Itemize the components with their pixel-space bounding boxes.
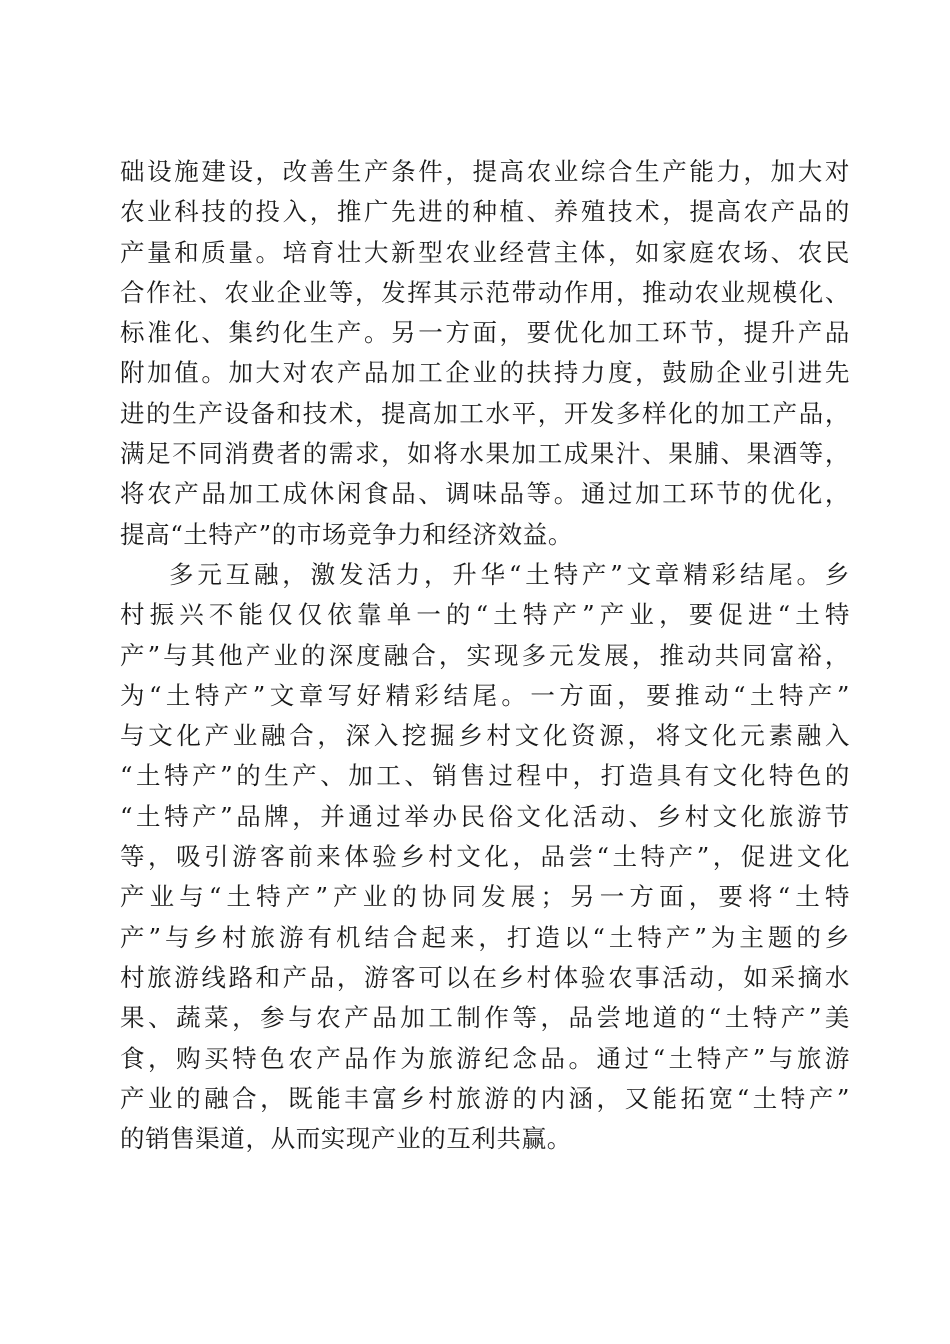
text-line: 为“土特产”文章写好精彩结尾。一方面，要推动“土特产” bbox=[120, 680, 850, 710]
text-line: 将农产品加工成休闲食品、调味品等。通过加工环节的优化， bbox=[120, 479, 850, 509]
text-line: 村振兴不能仅仅依靠单一的“土特产”产业，要促进“土特 bbox=[120, 600, 850, 630]
text-line: 产”与乡村旅游有机结合起来，打造以“土特产”为主题的乡 bbox=[120, 922, 850, 952]
text-line: 满足不同消费者的需求，如将水果加工成果汁、果脯、果酒等， bbox=[120, 439, 850, 469]
text-line: 产”与其他产业的深度融合，实现多元发展，推动共同富裕， bbox=[120, 640, 850, 670]
text-line: 与文化产业融合，深入挖掘乡村文化资源，将文化元素融入 bbox=[120, 721, 850, 751]
body-text bbox=[120, 152, 850, 1159]
text-line: “土特产”的生产、加工、销售过程中，打造具有文化特色的 bbox=[120, 761, 850, 791]
text-line: 合作社、农业企业等，发挥其示范带动作用，推动农业规模化、 bbox=[120, 277, 850, 307]
text-line: 产业与“土特产”产业的协同发展；另一方面，要将“土特 bbox=[120, 882, 850, 912]
text-line: 的销售渠道，从而实现产业的互利共赢。 bbox=[120, 1124, 572, 1154]
text-line: 村旅游线路和产品，游客可以在乡村体验农事活动，如采摘水 bbox=[120, 962, 850, 992]
text-line: 食，购买特色农产品作为旅游纪念品。通过“土特产”与旅游 bbox=[120, 1043, 850, 1073]
text-line: 附加值。加大对农产品加工企业的扶持力度，鼓励企业引进先 bbox=[120, 358, 850, 388]
text-line: 产业的融合，既能丰富乡村旅游的内涵，又能拓宽“土特产” bbox=[120, 1083, 850, 1113]
text-line: 农业科技的投入，推广先进的种植、养殖技术，提高农产品的 bbox=[120, 197, 850, 227]
text-line: “土特产”品牌，并通过举办民俗文化活动、乡村文化旅游节 bbox=[120, 801, 850, 831]
text-line: 提高“土特产”的市场竞争力和经济效益。 bbox=[120, 519, 573, 549]
text-line: 多元互融，激发活力，升华“土特产”文章精彩结尾。乡 bbox=[169, 559, 850, 589]
paragraph-2 bbox=[120, 555, 850, 1159]
text-line: 果、蔬菜，参与农产品加工制作等，品尝地道的“土特产”美 bbox=[120, 1003, 850, 1033]
text-line: 进的生产设备和技术，提高加工水平，开发多样化的加工产品， bbox=[120, 398, 850, 428]
text-line: 产量和质量。培育壮大新型农业经营主体，如家庭农场、农民 bbox=[120, 237, 850, 267]
paragraph-1 bbox=[120, 152, 850, 555]
text-line: 等，吸引游客前来体验乡村文化，品尝“土特产”，促进文化 bbox=[120, 842, 850, 872]
text-line: 础设施建设，改善生产条件，提高农业综合生产能力，加大对 bbox=[120, 157, 850, 186]
text-line: 标准化、集约化生产。另一方面，要优化加工环节，提升产品 bbox=[120, 318, 850, 348]
